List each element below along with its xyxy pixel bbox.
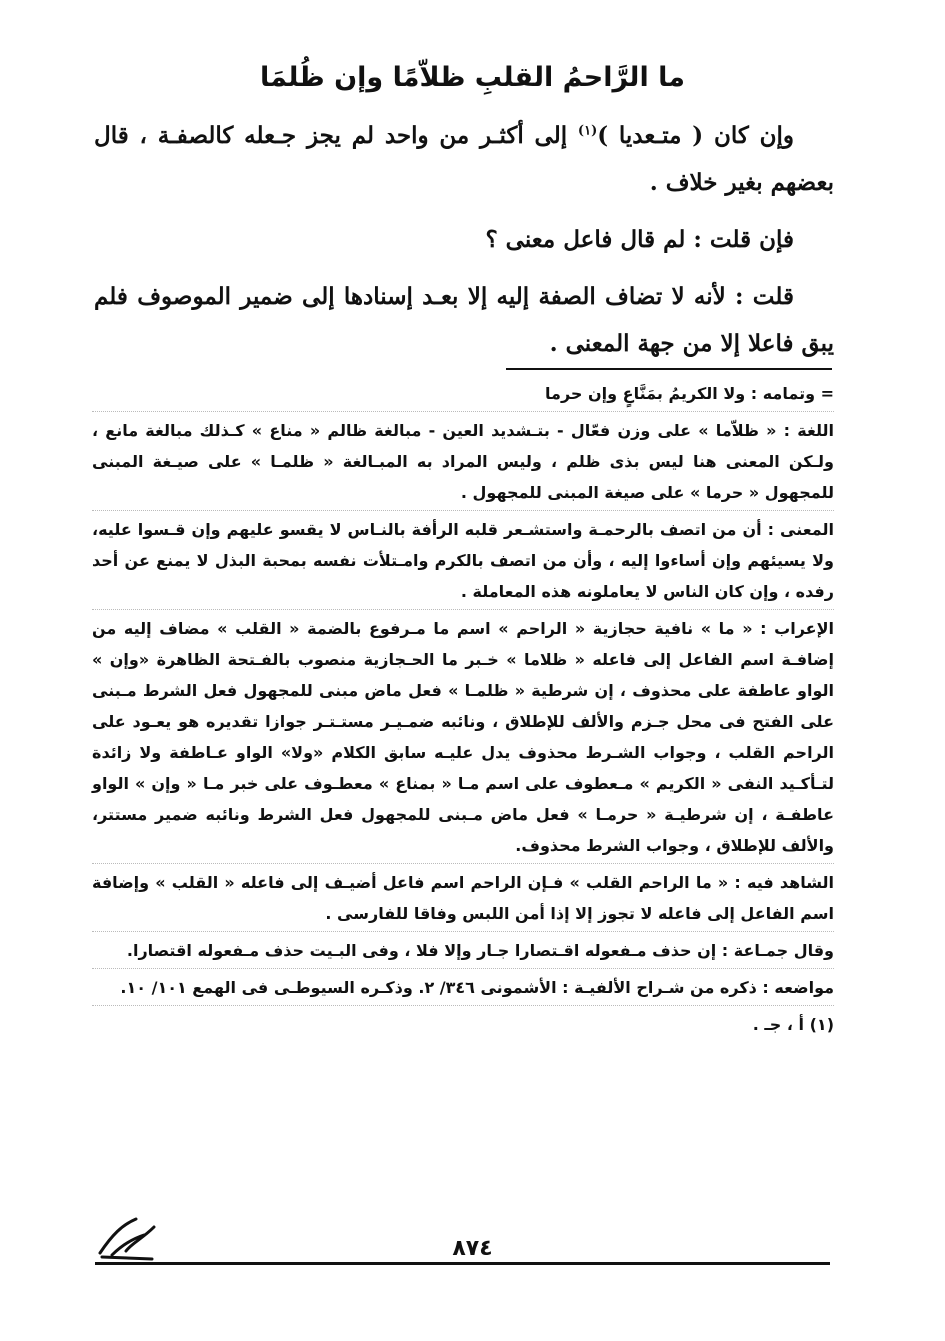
main-paragraph-1-end: إلى أكثـر من واحد لم يجز جـعله كالصفـة ، قال بعضهم بغير خلاف .: [94, 122, 834, 196]
note-lugha: اللغة : « ظلاّما » على وزن فعّال - بتـشديد العين - مبالغة ظالم « مناع » كـذلك مبالغة مانع ، ولـكن المعنى هنا ليس بذى ظلم ، وليس المراد به المبـالغة « ظلمـا » على صيـغة المبنى للمجهول « حرما » على صيغة المبنى للمجهول .: [92, 415, 834, 511]
note-jamaa: وقال جمـاعة : إن حذف مـفعوله اقـتصارا جـار وإلا فلا ، وفى البـيت حذف مـفعوله اقتصارا.: [92, 935, 834, 969]
note-irab: الإعراب : « ما » نافية حجازية « الراحم » اسم ما مـرفوع بالضمة « القلب » مضاف إليه من إضافـة اسم الفاعل إلى فاعله « ظلاما » خـبر ما الحـجازية منصوب بالفـتحة الظاهرة «وإن » الواو عاطفة على محذوف ، إن شرطية « ظلمـا » فعل ماض مبنى للمجهول فعل الشرط مـبنى على الفتح فى محل جـزم والألف للإطلاق ، ونائبه ضمـيـر مستـتـر جوازا تقديره هو يعـود على الراحم القلب ، وجواب الشـرط محذوف يدل عليـه سابق الكلام «ولا» الواو عـاطفة ولا زائدة لتـأكـيد النفى « الكريم » مـعطوف على اسم مـا « بمناع » معطـوف على خبر مـا « وإن » الواو عاطفـة ، إن شرطيـة « حرمـا » فعل ماض مـبنى للمجهول فعل الشرط ونائبه ضمير مستتر، والألف للإطلاق ، وجواب الشرط محذوف.: [92, 613, 834, 864]
main-text: [94, 112, 834, 377]
note-maana: المعنى : أن من اتصف بالرحمـة واستشـعر قلبه الرأفة بالنـاس لا يقسو عليهم وإن قـسوا عليه، ولا يسيئهم وإن أساءوا إليه ، وأن من اتصف بالكرم وامـتلأت نفسه بمحبة البذل لا يمنع عن أحد رفده ، وإن كان الناس لا يعاملونه هذه المعاملة .: [92, 514, 834, 610]
footnote-1: (١) أ ، جـ .: [752, 1015, 834, 1034]
verse-title: ما الرَّاحمُ القلبِ ظلاّمًا وإن ظُلمَا: [260, 62, 685, 93]
footnote-marker: (١): [577, 123, 598, 139]
main-paragraph-1: [94, 112, 834, 206]
main-paragraph-3: قلت : لأنه لا تضاف الصفة إليه إلا بعـد إسنادها إلى ضمير الموصوف فلم يبق فاعلا إلا من جهة المعنى .: [94, 283, 834, 357]
bottom-rule: [95, 1262, 830, 1265]
main-paragraph-1-start: وإن كان ( متـعديا ): [597, 122, 795, 149]
main-paragraph-2: فإن قلت : لم قال فاعل معنى ؟: [485, 226, 794, 253]
verse-continuation: = وتمامه : ولا الكريمُ بمَنَّاعٍ وإن حرما: [92, 378, 834, 412]
signature-mark: [92, 1205, 172, 1265]
notes-section: [92, 378, 834, 1040]
note-shahid: الشاهد فيه : « ما الراحم القلب » فـإن الراحم اسم فاعل أضيـف إلى فاعله « القلب » وإضافة اسم الفاعل إلى فاعله لا تجوز إلا إذا أمن اللبس وفاقا للفارسى .: [92, 867, 834, 932]
note-mawadi: مواضعه : ذكره من شـراح الألفيـة : الأشمونى ٣٤٦/ ٢. وذكـره السيوطـى فى الهمع ١٠١/ ١٠.: [92, 972, 834, 1006]
page-number: ٨٧٤: [452, 1236, 493, 1261]
footnote-divider: [506, 368, 832, 370]
